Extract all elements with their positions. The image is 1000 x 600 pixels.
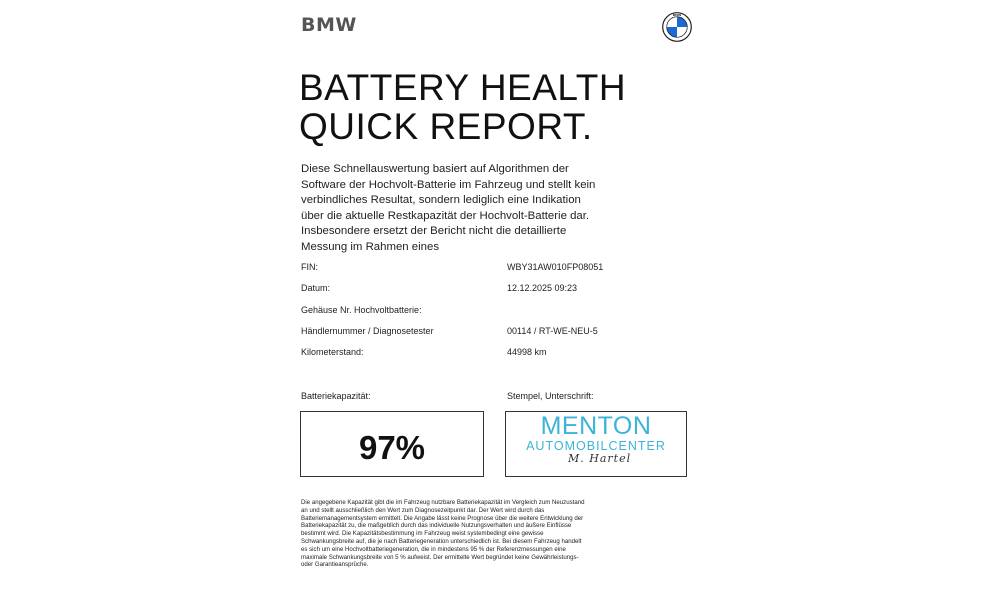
stamp-label: Stempel, Unterschrift: bbox=[507, 391, 594, 401]
stamp-dealer-subtitle: AUTOMOBILCENTER bbox=[526, 439, 666, 453]
dealer-stamp bbox=[505, 411, 687, 477]
brand-wordmark: BMW bbox=[301, 14, 357, 36]
date-value: 12.12.2025 09:23 bbox=[507, 283, 578, 293]
title-line-1: BATTERY HEALTH bbox=[299, 67, 627, 108]
intro-paragraph: Diese Schnellauswertung basiert auf Algorithmen der Software der Hochvolt-Batterie im Fahrzeug und stellt kein verbindliches Resultat, sondern lediglich eine Indikation über die aktuelle Restkapazität der Hochvolt-Batterie dar. Insbesondere ersetzt der Bericht nicht die detaillierte Messung im Rahmen eines bbox=[301, 163, 596, 253]
mileage-label: Kilometerstand: bbox=[301, 347, 364, 357]
dealer-tester-label: Händlernummer / Diagnosetester bbox=[301, 326, 434, 336]
capacity-box bbox=[300, 411, 484, 477]
stamp-dealer-name: MENTON bbox=[540, 412, 652, 440]
stamp-signature: M. Hartel bbox=[568, 452, 632, 465]
report-title bbox=[299, 68, 626, 146]
disclaimer-text: Die angegebene Kapazität gibt die im Fahrzeug nutzbare Batteriekapazität im Vergleich zum Neuzustand an und stellt ausschließlich den Wert zum Diagnosezeitpunkt dar. Der Wert wird durch das Batteriemanagementsystem ermittelt. Die Angabe lässt keine Prognose über die weitere Entwicklung der Batteriekapazität zu, die maßgeblich durch das individuelle Nutzungsverhalten und äußere Einflüsse bestimmt wird. Die Kapazitätsbestimmung im Fahrzeug weist systembedingt eine gewisse Schwankungsbreite auf, die je nach Batteriegeneration unterschiedlich ist. Bei diesem Fahrzeug handelt es sich um eine Hochvoltbatteriegeneration, die in mindestens 95 % der Referenzmessungen eine maximale Schwankungsbreite von 5 % aufweist. Der ermittelte Wert begründet keine Gewährleistungs- oder Garantieansprüche. bbox=[301, 499, 585, 569]
svg-text:BMW: BMW bbox=[672, 12, 682, 17]
capacity-value: 97% bbox=[358, 429, 426, 466]
dealer-tester-value: 00114 / RT-WE-NEU-5 bbox=[507, 326, 598, 336]
date-label: Datum: bbox=[301, 283, 331, 293]
vin-label: FIN: bbox=[301, 262, 318, 272]
mileage-value: 44998 km bbox=[507, 347, 547, 357]
bmw-roundel-icon bbox=[662, 12, 692, 42]
battery-housing-label: Gehäuse Nr. Hochvoltbatterie: bbox=[301, 305, 422, 315]
title-line-2: QUICK REPORT. bbox=[299, 106, 593, 147]
capacity-label: Batteriekapazität: bbox=[301, 391, 371, 401]
vin-value: WBY31AW010FP08051 bbox=[507, 262, 604, 272]
